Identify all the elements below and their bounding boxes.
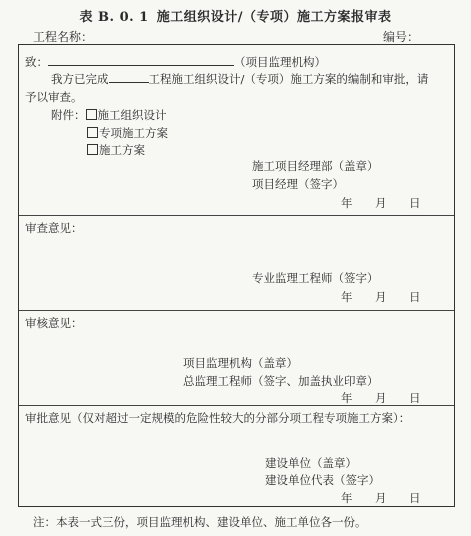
date-line: [341, 195, 421, 211]
project-blank[interactable]: [109, 72, 149, 83]
review-request-line: 予以审查。: [25, 90, 83, 104]
date-line: [341, 289, 421, 305]
project-name-label: 工程名称：: [33, 30, 94, 44]
day-label: 日: [409, 196, 421, 210]
owner-representative-signature: 建设单位代表（签字）: [265, 473, 380, 487]
checkbox-construction-plan[interactable]: [87, 144, 98, 155]
review-opinion-label: 审查意见：: [25, 221, 83, 235]
approval-opinion-label: 审批意见（仅对超过一定规模的危险性较大的分部分项工程专项施工方案）：: [25, 411, 411, 425]
project-manager-signature: 项目经理（签字）: [252, 177, 344, 191]
audit-section: [19, 310, 454, 406]
month-label: 月: [375, 196, 387, 210]
day-label: 日: [409, 491, 421, 505]
checkbox-construction-design[interactable]: [86, 109, 97, 120]
form-code: 表 B. 0. 1: [79, 10, 149, 25]
approval-form-table: [18, 44, 455, 507]
attachment-1: [51, 107, 167, 123]
manager-dept-seal: 施工项目经理部（盖章）: [252, 159, 379, 173]
attachment-2: [87, 125, 168, 141]
month-label: 月: [375, 290, 387, 304]
footer-note: 注：本表一式三份，项目监理机构、建设单位、施工单位各一份。: [33, 515, 367, 529]
attachment-1-label: 施工组织设计: [97, 108, 167, 122]
approval-section: [19, 405, 454, 508]
supervisor-engineer-signature: 专业监理工程师（签字）: [252, 271, 379, 285]
date-line: [341, 390, 421, 406]
month-label: 月: [375, 391, 387, 405]
date-line: [341, 490, 421, 506]
attachment-2-label: 专项施工方案: [99, 126, 168, 140]
day-label: 日: [409, 391, 421, 405]
year-label: 年: [341, 290, 353, 304]
review-section: [19, 215, 454, 311]
year-label: 年: [341, 196, 353, 210]
completion-text-b: 工程施工组织设计/（专项）施工方案的编制和审批，请: [148, 72, 429, 86]
day-label: 日: [409, 290, 421, 304]
checkbox-special-plan[interactable]: [87, 127, 98, 138]
number-label: 编号：: [383, 30, 420, 44]
year-label: 年: [341, 391, 353, 405]
attachment-3: [87, 142, 145, 158]
audit-opinion-label: 审核意见：: [25, 316, 83, 330]
to-suffix: （项目监理机构）: [234, 55, 326, 69]
owner-unit-seal: 建设单位（盖章）: [265, 456, 357, 470]
submission-section: [19, 45, 454, 216]
addressee-line: [25, 54, 326, 70]
completion-text-a: 我方已完成: [51, 72, 109, 86]
attachment-3-label: 施工方案: [99, 143, 145, 157]
attachment-label: 附件：: [51, 108, 86, 122]
year-label: 年: [341, 491, 353, 505]
completion-line: [51, 71, 428, 87]
month-label: 月: [375, 491, 387, 505]
supervision-agency-seal: 项目监理机构（盖章）: [183, 356, 298, 370]
chief-engineer-signature: 总监理工程师（签字、加盖执业印章）: [183, 374, 379, 388]
form-name: 施工组织设计/（专项）施工方案报审表: [156, 10, 392, 25]
addressee-blank[interactable]: [48, 55, 234, 66]
form-title: [0, 6, 471, 25]
to-prefix: 致：: [25, 55, 48, 69]
